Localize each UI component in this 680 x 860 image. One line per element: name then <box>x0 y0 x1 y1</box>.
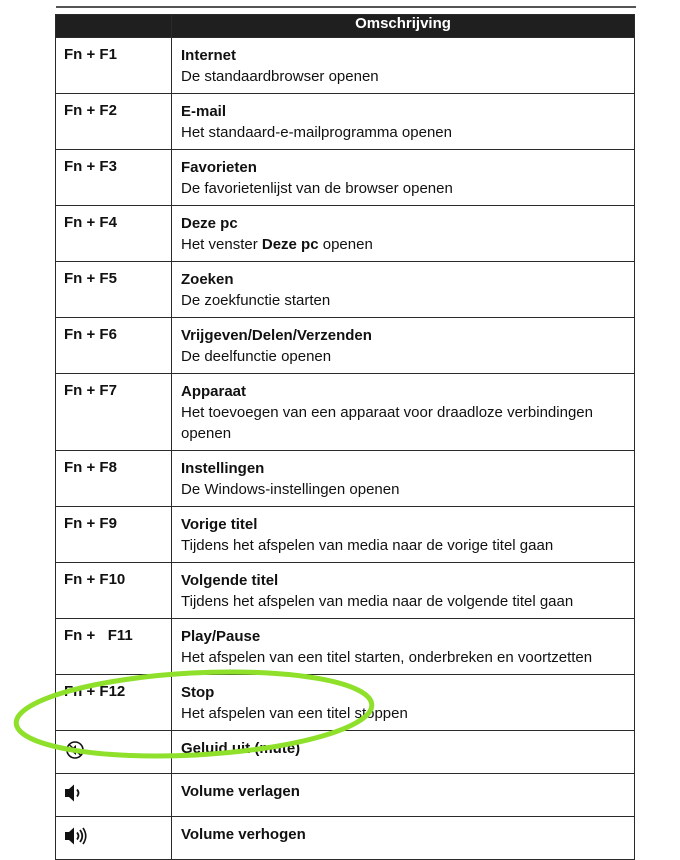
top-rule <box>56 6 636 8</box>
description-cell <box>172 507 635 563</box>
table-row <box>56 774 635 817</box>
key-icon-cell <box>56 817 172 860</box>
function-text <box>181 234 626 255</box>
table-row <box>56 318 635 374</box>
key-icon-cell <box>56 774 172 817</box>
header-description-cell: Omschrijving <box>172 15 635 38</box>
speaker-volume-down-icon <box>64 783 88 803</box>
description-cell <box>172 817 635 860</box>
function-title: Volgende titel <box>181 572 279 589</box>
key-combo: Fn + F4 <box>56 206 172 262</box>
function-title: Internet <box>181 47 237 64</box>
key-combo: Fn + F7 <box>56 374 172 451</box>
function-text: Tijdens het afspelen van media naar de volgende titel gaan <box>181 593 574 610</box>
description-cell <box>172 374 635 451</box>
table-row <box>56 150 635 206</box>
key-combo: Fn + F10 <box>56 563 172 619</box>
description-cell <box>172 774 635 817</box>
description-cell <box>172 94 635 150</box>
function-title: Instellingen <box>181 460 265 477</box>
speaker-volume-up-icon <box>64 826 88 846</box>
table-row <box>56 38 635 94</box>
function-title: Play/Pause <box>181 628 261 645</box>
description-cell <box>172 675 635 731</box>
function-text: Het toevoegen van een apparaat voor draadloze verbindingen openen <box>181 404 593 442</box>
description-cell <box>172 731 635 774</box>
table-row <box>56 451 635 507</box>
keyboard-shortcuts-table <box>55 14 635 860</box>
table-row <box>56 206 635 262</box>
function-title: Apparaat <box>181 383 247 400</box>
function-text: Het afspelen van een titel starten, onderbreken en voortzetten <box>181 649 593 666</box>
function-text: De standaardbrowser openen <box>181 68 379 85</box>
key-combo: Fn + F3 <box>56 150 172 206</box>
header-key-cell <box>56 15 172 38</box>
function-title: Volume verhogen <box>181 826 306 843</box>
function-text: De zoekfunctie starten <box>181 292 331 309</box>
function-title: E-mail <box>181 103 227 120</box>
description-cell <box>172 451 635 507</box>
function-text: De favorietenlijst van de browser openen <box>181 180 453 197</box>
function-title: Stop <box>181 684 215 701</box>
description-cell <box>172 150 635 206</box>
key-combo: Fn + F11 <box>56 619 172 675</box>
function-title: Vrijgeven/Delen/Verzenden <box>181 327 372 344</box>
table-header-row <box>56 15 635 38</box>
key-combo: Fn + F1 <box>56 38 172 94</box>
key-combo: Fn + F5 <box>56 262 172 318</box>
table-row <box>56 817 635 860</box>
table-row <box>56 675 635 731</box>
description-cell <box>172 619 635 675</box>
description-cell <box>172 318 635 374</box>
table-row <box>56 94 635 150</box>
key-combo: Fn + F6 <box>56 318 172 374</box>
description-cell <box>172 38 635 94</box>
table-row <box>56 563 635 619</box>
function-text-bold: Deze pc <box>261 236 319 253</box>
table-row <box>56 507 635 563</box>
function-text: Het standaard-e-mailprogramma openen <box>181 124 452 141</box>
function-title: Volume verlagen <box>181 783 300 800</box>
function-text-pre: Het venster <box>181 236 262 253</box>
table-row <box>56 619 635 675</box>
table-row <box>56 262 635 318</box>
key-combo: Fn + F9 <box>56 507 172 563</box>
function-text-post: openen <box>318 236 373 253</box>
description-cell <box>172 262 635 318</box>
description-cell <box>172 206 635 262</box>
function-title: Geluid uit (mute) <box>181 740 301 757</box>
key-icon-cell <box>56 731 172 774</box>
function-title: Zoeken <box>181 271 234 288</box>
function-text: Het afspelen van een titel stoppen <box>181 705 408 722</box>
function-title: Vorige titel <box>181 516 258 533</box>
speaker-mute-icon <box>64 740 88 760</box>
function-text: Tijdens het afspelen van media naar de vorige titel gaan <box>181 537 554 554</box>
function-text: De Windows-instellingen openen <box>181 481 400 498</box>
function-title: Favorieten <box>181 159 257 176</box>
function-text: De deelfunctie openen <box>181 348 332 365</box>
function-title: Deze pc <box>181 215 238 232</box>
description-cell <box>172 563 635 619</box>
key-combo: Fn + F12 <box>56 675 172 731</box>
key-combo: Fn + F2 <box>56 94 172 150</box>
table-row <box>56 731 635 774</box>
key-combo: Fn + F8 <box>56 451 172 507</box>
table-row <box>56 374 635 451</box>
